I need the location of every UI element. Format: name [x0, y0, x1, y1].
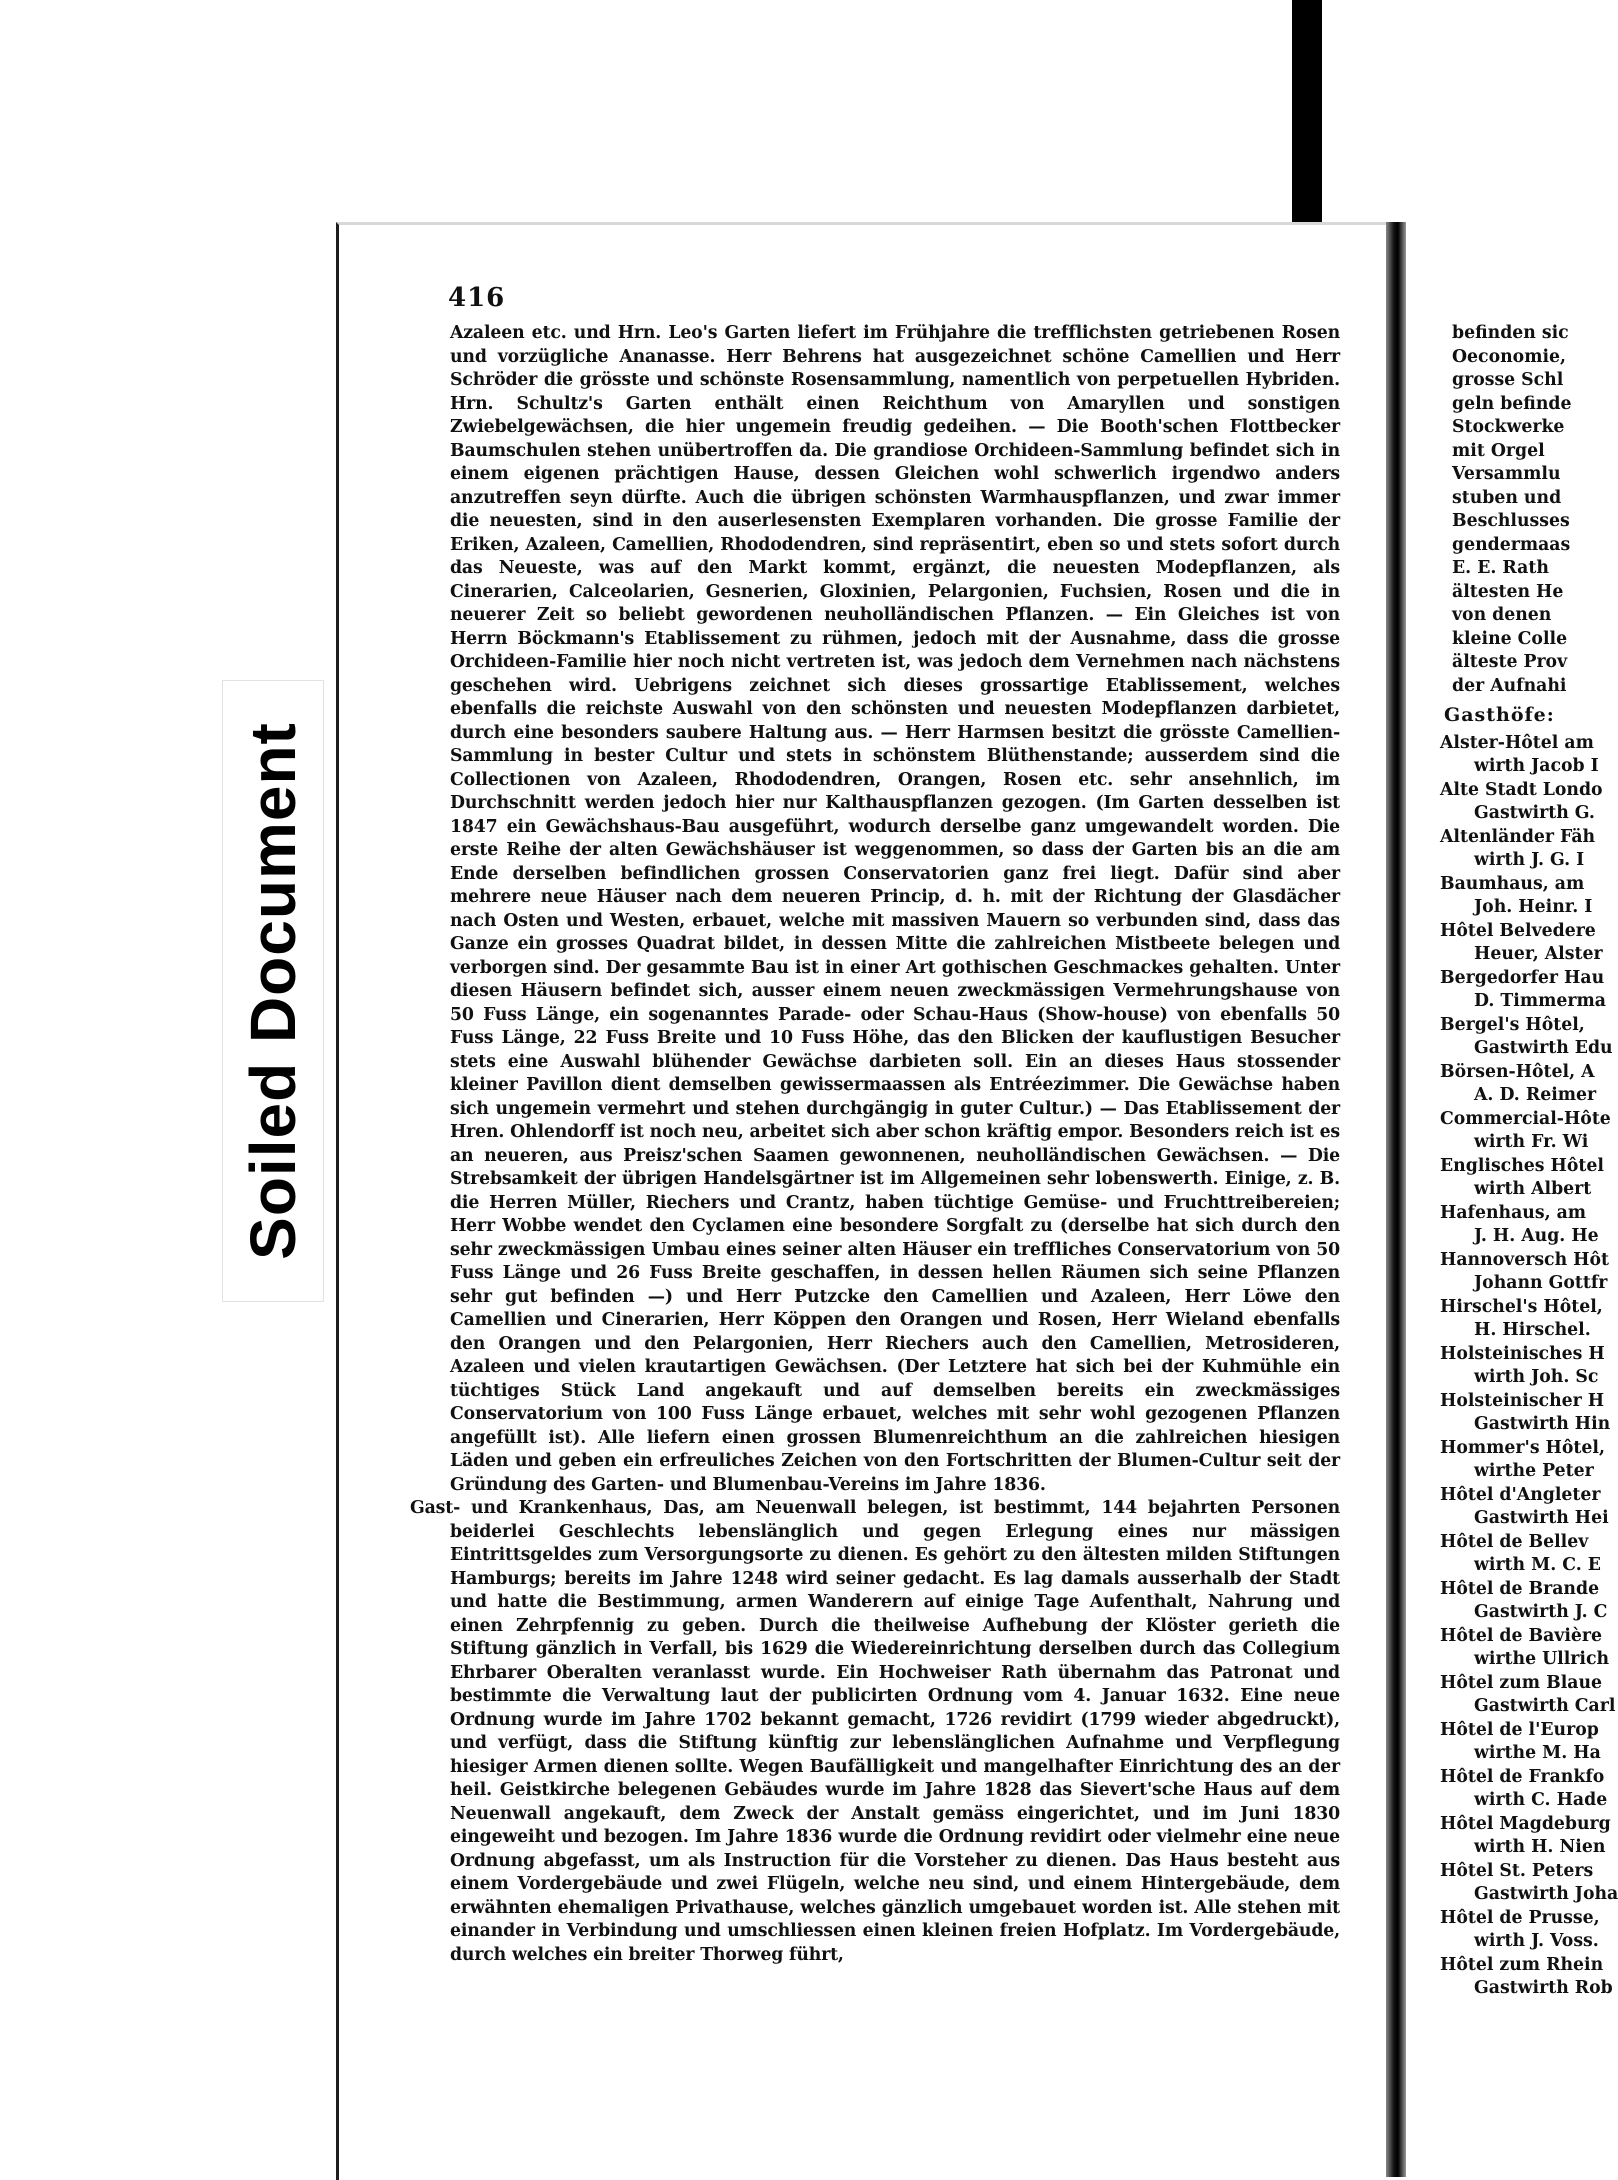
hotel-entry-host: Gastwirth Joha [1474, 1884, 1618, 1904]
hotel-entry-name: Hannoversch Hôt [1440, 1249, 1609, 1270]
book-gutter [1386, 222, 1406, 2177]
hotel-entry-host: Gastwirth Carl [1474, 1696, 1616, 1716]
hotel-entry-name: Englisches Hôtel [1440, 1155, 1604, 1176]
hotel-entry-host: wirth H. Nien [1474, 1837, 1606, 1857]
hotel-entry-host: Gastwirth Hei [1474, 1508, 1609, 1528]
right-text-line: geln befinde [1452, 393, 1572, 414]
hotel-entry-host: Heuer, Alster [1474, 944, 1603, 964]
hotel-entry-host: Gastwirth Hin [1474, 1414, 1611, 1434]
right-text-line: älteste Prov [1452, 652, 1568, 672]
hotel-entry-host: Gastwirth Edu [1474, 1038, 1613, 1058]
hotel-entry-host: A. D. Reimer [1474, 1085, 1597, 1105]
hotel-entry-name: Hôtel Magdeburg [1440, 1813, 1611, 1834]
hotel-entry-name: Alte Stadt Londo [1440, 779, 1603, 800]
soiled-document-stamp [222, 680, 324, 1302]
hotel-entry-name: Holsteinischer H [1440, 1390, 1605, 1411]
hotel-entry-name: Hafenhaus, am [1440, 1202, 1587, 1223]
right-text-line: gendermaas [1452, 534, 1571, 555]
gasthoefe-heading: Gasthöfe: [1444, 704, 1555, 726]
right-text-line: von denen [1452, 605, 1552, 625]
right-text-line: Versammlu [1452, 464, 1561, 484]
hotel-entry-name: Bergedorfer Hau [1440, 967, 1605, 988]
hotel-entry-name: Commercial-Hôte [1440, 1108, 1611, 1129]
hotel-entry-name: Hirschel's Hôtel, [1440, 1296, 1603, 1317]
right-text-line: grosse Schl [1452, 370, 1564, 390]
hotel-entry-host: Joh. Heinr. I [1474, 897, 1593, 917]
hotel-entry-name: Hôtel zum Rhein [1440, 1954, 1604, 1975]
hotel-entry-name: Hôtel Belvedere [1440, 920, 1596, 941]
hotel-entry-name: Hôtel de Bellev [1440, 1531, 1589, 1552]
hotel-entry-name: Hommer's Hôtel, [1440, 1437, 1605, 1458]
hotel-entry-host: Gastwirth Rob [1474, 1978, 1613, 1998]
hotel-entry-host: J. H. Aug. He [1474, 1226, 1599, 1246]
hotel-entry-host: wirth Albert [1474, 1179, 1592, 1199]
hotel-entry-name: Baumhaus, am [1440, 873, 1585, 894]
right-text-line: mit Orgel [1452, 440, 1545, 461]
hotel-entry-host: wirth M. C. E [1474, 1555, 1601, 1575]
right-text-line: stuben und [1452, 487, 1562, 508]
hotel-entry-host: Gastwirth G. [1474, 803, 1595, 823]
hotel-entry-host: wirth J. Voss. [1474, 1931, 1599, 1951]
hotel-entry-name: Bergel's Hôtel, [1440, 1014, 1585, 1035]
hotel-entry-name: Hôtel de Prusse, [1440, 1907, 1600, 1928]
right-page-text [1440, 322, 1618, 2001]
hotel-entry-host: wirth J. G. I [1474, 850, 1585, 870]
right-text-line: der Aufnahi [1452, 675, 1567, 696]
hotel-entry-name: Altenländer Fäh [1440, 826, 1596, 847]
stamp-label: Soiled Document [237, 722, 309, 1260]
hotel-entry-name: Börsen-Hôtel, A [1440, 1061, 1595, 1082]
hotel-entry-host: Gastwirth J. C [1474, 1602, 1608, 1622]
right-text-line: kleine Colle [1452, 628, 1568, 649]
hotel-entry-host: wirth C. Hade [1474, 1790, 1608, 1810]
right-text-line: ältesten He [1452, 581, 1564, 602]
right-text-line: Oeconomie, [1452, 346, 1567, 367]
hotel-entry-name: Hôtel de Brande [1440, 1578, 1600, 1599]
paragraph-gardens: Azaleen etc. und Hrn. Leo's Garten liefert im Frühjahre die trefflichsten getriebenen Rosen und vorzügliche Ananasse. Herr Behrens hat ausgezeichnet schöne Camellien und Herr Schröder die grösste und schönste Rosensammlung, namentlich von perpetuellen Hybriden. Hrn. Schultz's Garten enthält einen Reichthum von Amaryllen und sonstigen Zwiebelgewächsen, die hier ungemein freudig gedeihen. — Die Booth'schen Flottbecker Baumschulen stehen unübertroffen da. Die grandiose Orchideen-Sammlung befindet sich in einem eigenen prächtigen Hause, dessen Gleichen wohl schwerlich irgendwo anders anzutreffen seyn dürfte. Auch die übrigen schönsten Warmhauspflanzen, und zwar immer die neuesten, sind in den auserlesensten Exemplaren vorhanden. Die grosse Familie der Eriken, Azaleen, Camellien, Rhododendren, sind repräsentirt, eben so und stets sofort durch das Neueste, was auf den Markt kommt, ergänzt, die neuesten Modepflanzen, als Cinerarien, Calceolarien, Gesnerien, Gloxinien, Pelargonien, Fuchsien, Rosen und die in neuerer Zeit so beliebt gewordenen neuholländischen Pflanzen. — Ein Gleiches ist von Herrn Böckmann's Etablissement zu rühmen, jedoch mit der Ausnahme, dass die grosse Orchideen-Familie hier noch nicht vertreten ist, was jedoch dem Vernehmen nach nächstens geschehen wird. Uebrigens zeichnet sich dieses grossartige Etablissement, welches ebenfalls die reichste Auswahl von den schönsten und neuesten Modepflanzen darbietet, durch eine besonders saubere Haltung aus. — Herr Harmsen besitzt die grösste Camellien-Sammlung in bester Cultur und stets in schönstem Blüthenstande; ausserdem sind die Collectionen von Azaleen, Rhododendren, Orangen, Rosen etc. sehr ansehnlich, im Durchschnitt werden jedoch hier nur Kalthauspflanzen gezogen. (Im Garten desselben ist 1847 ein Gewächshaus-Bau ausgeführt, wodurch derselbe ganz umgewandelt worden. Die erste Reihe der alten Gewächshäuser ist weggenommen, so dass der Garten bis an die am Ende derselben befindlichen grossen Conservatorien ganz frei liegt. Dafür sind aber mehrere neue Häuser nach dem neueren Princip, d. h. mit der Richtung der Glasdächer nach Osten und Westen, erbauet, welche mit massiven Mauern so verbunden sind, dass das Ganze ein grosses Quadrat bildet, in dessen Mitte die zahlreichen Mistbeete belegen und verborgen sind. Der gesammte Bau ist in einer Art gothischen Geschmackes gehalten. Unter diesen Häusern befindet sich, ausser einem neuen zweckmässigen Vermehrungshause von 50 Fuss Länge, ein sogenanntes Parade- oder Schau-Haus (Show-house) von ebenfalls 50 Fuss Länge, 22 Fuss Breite und 10 Fuss Höhe, das den Blicken der kauflustigen Besucher stets eine Auswahl blühender Gewächse darbieten soll. Ein an dieses Haus stossender kleiner Pavillon dient demselben gewissermaassen als Entréezimmer. Die Gewächse haben sich ungemein vermehrt und stehen durchgängig in guter Cultur.) — Das Etablissement der Hren. Ohlendorff ist noch neu, arbeitet sich aber schon kräftig empor. Besonders reich ist es an neueren, aus Preisz'schen Saamen gewonnenen, neuholländischen Gewächsen. — Die Strebsamkeit der übrigen Handelsgärtner ist im Allgemeinen sehr lobenswerth. Einige, z. B. die Herren Müller, Riechers und Crantz, haben tüchtige Gemüse- und Fruchttreibereien; Herr Wobbe wendet den Cyclamen eine besondere Sorgfalt zu (derselbe hat sich durch den sehr zweckmässigen Umbau eines seiner alten Häuser ein treffliches Conservatorium von 50 Fuss Länge und 26 Fuss Breite geschaffen, in dessen hellen Räumen sich seine Pflanzen sehr gut befinden —) und Herr Putzcke den Camellien und Azaleen, Herr Löwe den Camellien und Cinerarien, Herr Köppen den Orangen und Rosen, Herr Wieland ebenfalls den Orangen und den Pelargonien, Herr Riechers auch den Camellien, Metrosideren, Azaleen und vielen krautartigen Gewächsen. (Der Letztere hat sich bei der Kuhmühle ein tüchtiges Stück Land angekauft und auf demselben bereits ein zweckmässiges Conservatorium von 100 Fuss Länge erbauet, welches mit sehr wohl gezogenen Pflanzen angefüllt ist). Alle liefern einen grossen Blumenreichthum an die zahlreichen hiesigen Läden und geben ein erfreuliches Zeichen von den Fortschritten der Blumen-Cultur seit der Gründung des Garten- und Blumenbau-Vereins im Jahre 1836. [450, 323, 1340, 1495]
hotel-entry-name: Hôtel zum Blaue [1440, 1672, 1603, 1693]
scan-border-bar [1292, 0, 1322, 228]
hotel-entry-name: Holsteinisches H [1440, 1343, 1605, 1364]
hotel-entry-name: Hôtel de Bavière [1440, 1625, 1603, 1646]
hotel-entry-host: wirth Joh. Sc [1474, 1367, 1599, 1387]
hotel-entry-host: D. Timmerma [1474, 991, 1606, 1011]
hotel-entry-name: Hôtel de l'Europ [1440, 1719, 1599, 1740]
left-page-text [410, 322, 1340, 1967]
hotel-entry-name: Hôtel de Frankfo [1440, 1766, 1605, 1787]
right-text-line: befinden sic [1452, 323, 1569, 343]
hotel-entry-host: H. Hirschel. [1474, 1320, 1591, 1340]
right-text-line: Stockwerke [1452, 417, 1565, 437]
hotel-entry-name: Hôtel St. Peters [1440, 1860, 1594, 1881]
hotel-entry-host: wirthe Peter [1474, 1461, 1594, 1481]
right-text-line: E. E. Rath [1452, 558, 1549, 578]
hotel-entry-host: Johann Gottfr [1474, 1273, 1608, 1293]
hotel-entry-host: wirth Jacob I [1474, 756, 1599, 776]
hotel-entry-host: wirthe Ullrich [1474, 1649, 1610, 1669]
hotel-entry-host: wirth Fr. Wi [1474, 1132, 1589, 1152]
paragraph-gast-und-krankenhaus: Gast- und Krankenhaus, Das, am Neuenwall belegen, ist bestimmt, 144 bejahrten Personen beiderlei Geschlechts lebenslänglich und gegen Erlegung eines nur mässigen Eintrittsgeldes zum Versorgungsorte zu dienen. Es gehört zu den ältesten milden Stiftungen Hamburgs; bereits im Jahre 1248 wird seiner gedacht. Es lag damals ausserhalb der Stadt und hatte die Bestimmung, armen Wanderern auf einige Tage Aufenthalt, Nahrung und einen Zehrpfennig zu geben. Durch die theilweise Aufhebung der Klöster gerieth die Stiftung gänzlich in Verfall, bis 1629 die Wiedereinrichtung derselben durch das Collegium Ehrbarer Oberalten veranlasst wurde. Ein Hochweiser Rath übernahm das Patronat und bestimmte die Verwaltung laut der publicirten Ordnung vom 4. Januar 1632. Eine neue Ordnung wurde im Jahre 1702 bekannt gemacht, 1726 revidirt (1799 wieder abgedruckt), und verfügt, dass die Stiftung künftig zur lebenslänglichen Aufnahme und Verpflegung hiesiger Armen dienen sollte. Wegen Baufälligkeit und mangelhafter Einrichtung des an der heil. Geistkirche belegenen Gebäudes wurde im Jahre 1828 das Sievert'sche Haus auf dem Neuenwall angekauft, dem Zweck der Anstalt gemäss eingerichtet, und im Juni 1830 eingeweiht und bezogen. Im Jahre 1836 wurde die Ordnung revidirt oder vielmehr eine neue Ordnung abgefasst, um als Instruction für die Vorsteher zu dienen. Das Haus besteht aus einem Vordergebäude und zwei Flügeln, welche neu sind, und einem Hintergebäude, dem erwähnten ehemaligen Privathause, welches gänzlich umgebauet worden ist. Alle stehen mit einander in Verbindung und umschliessen einen kleinen freien Hofplatz. Im Vordergebäude, durch welches ein breiter Thorweg führt, [410, 1498, 1340, 1965]
page-number: 416 [448, 283, 506, 313]
right-text-line: Beschlusses [1452, 511, 1570, 531]
hotel-entry-name: Alster-Hôtel am [1440, 732, 1594, 753]
hotel-entry-host: wirthe M. Ha [1474, 1743, 1601, 1763]
hotel-entry-name: Hôtel d'Angleter [1440, 1484, 1601, 1505]
